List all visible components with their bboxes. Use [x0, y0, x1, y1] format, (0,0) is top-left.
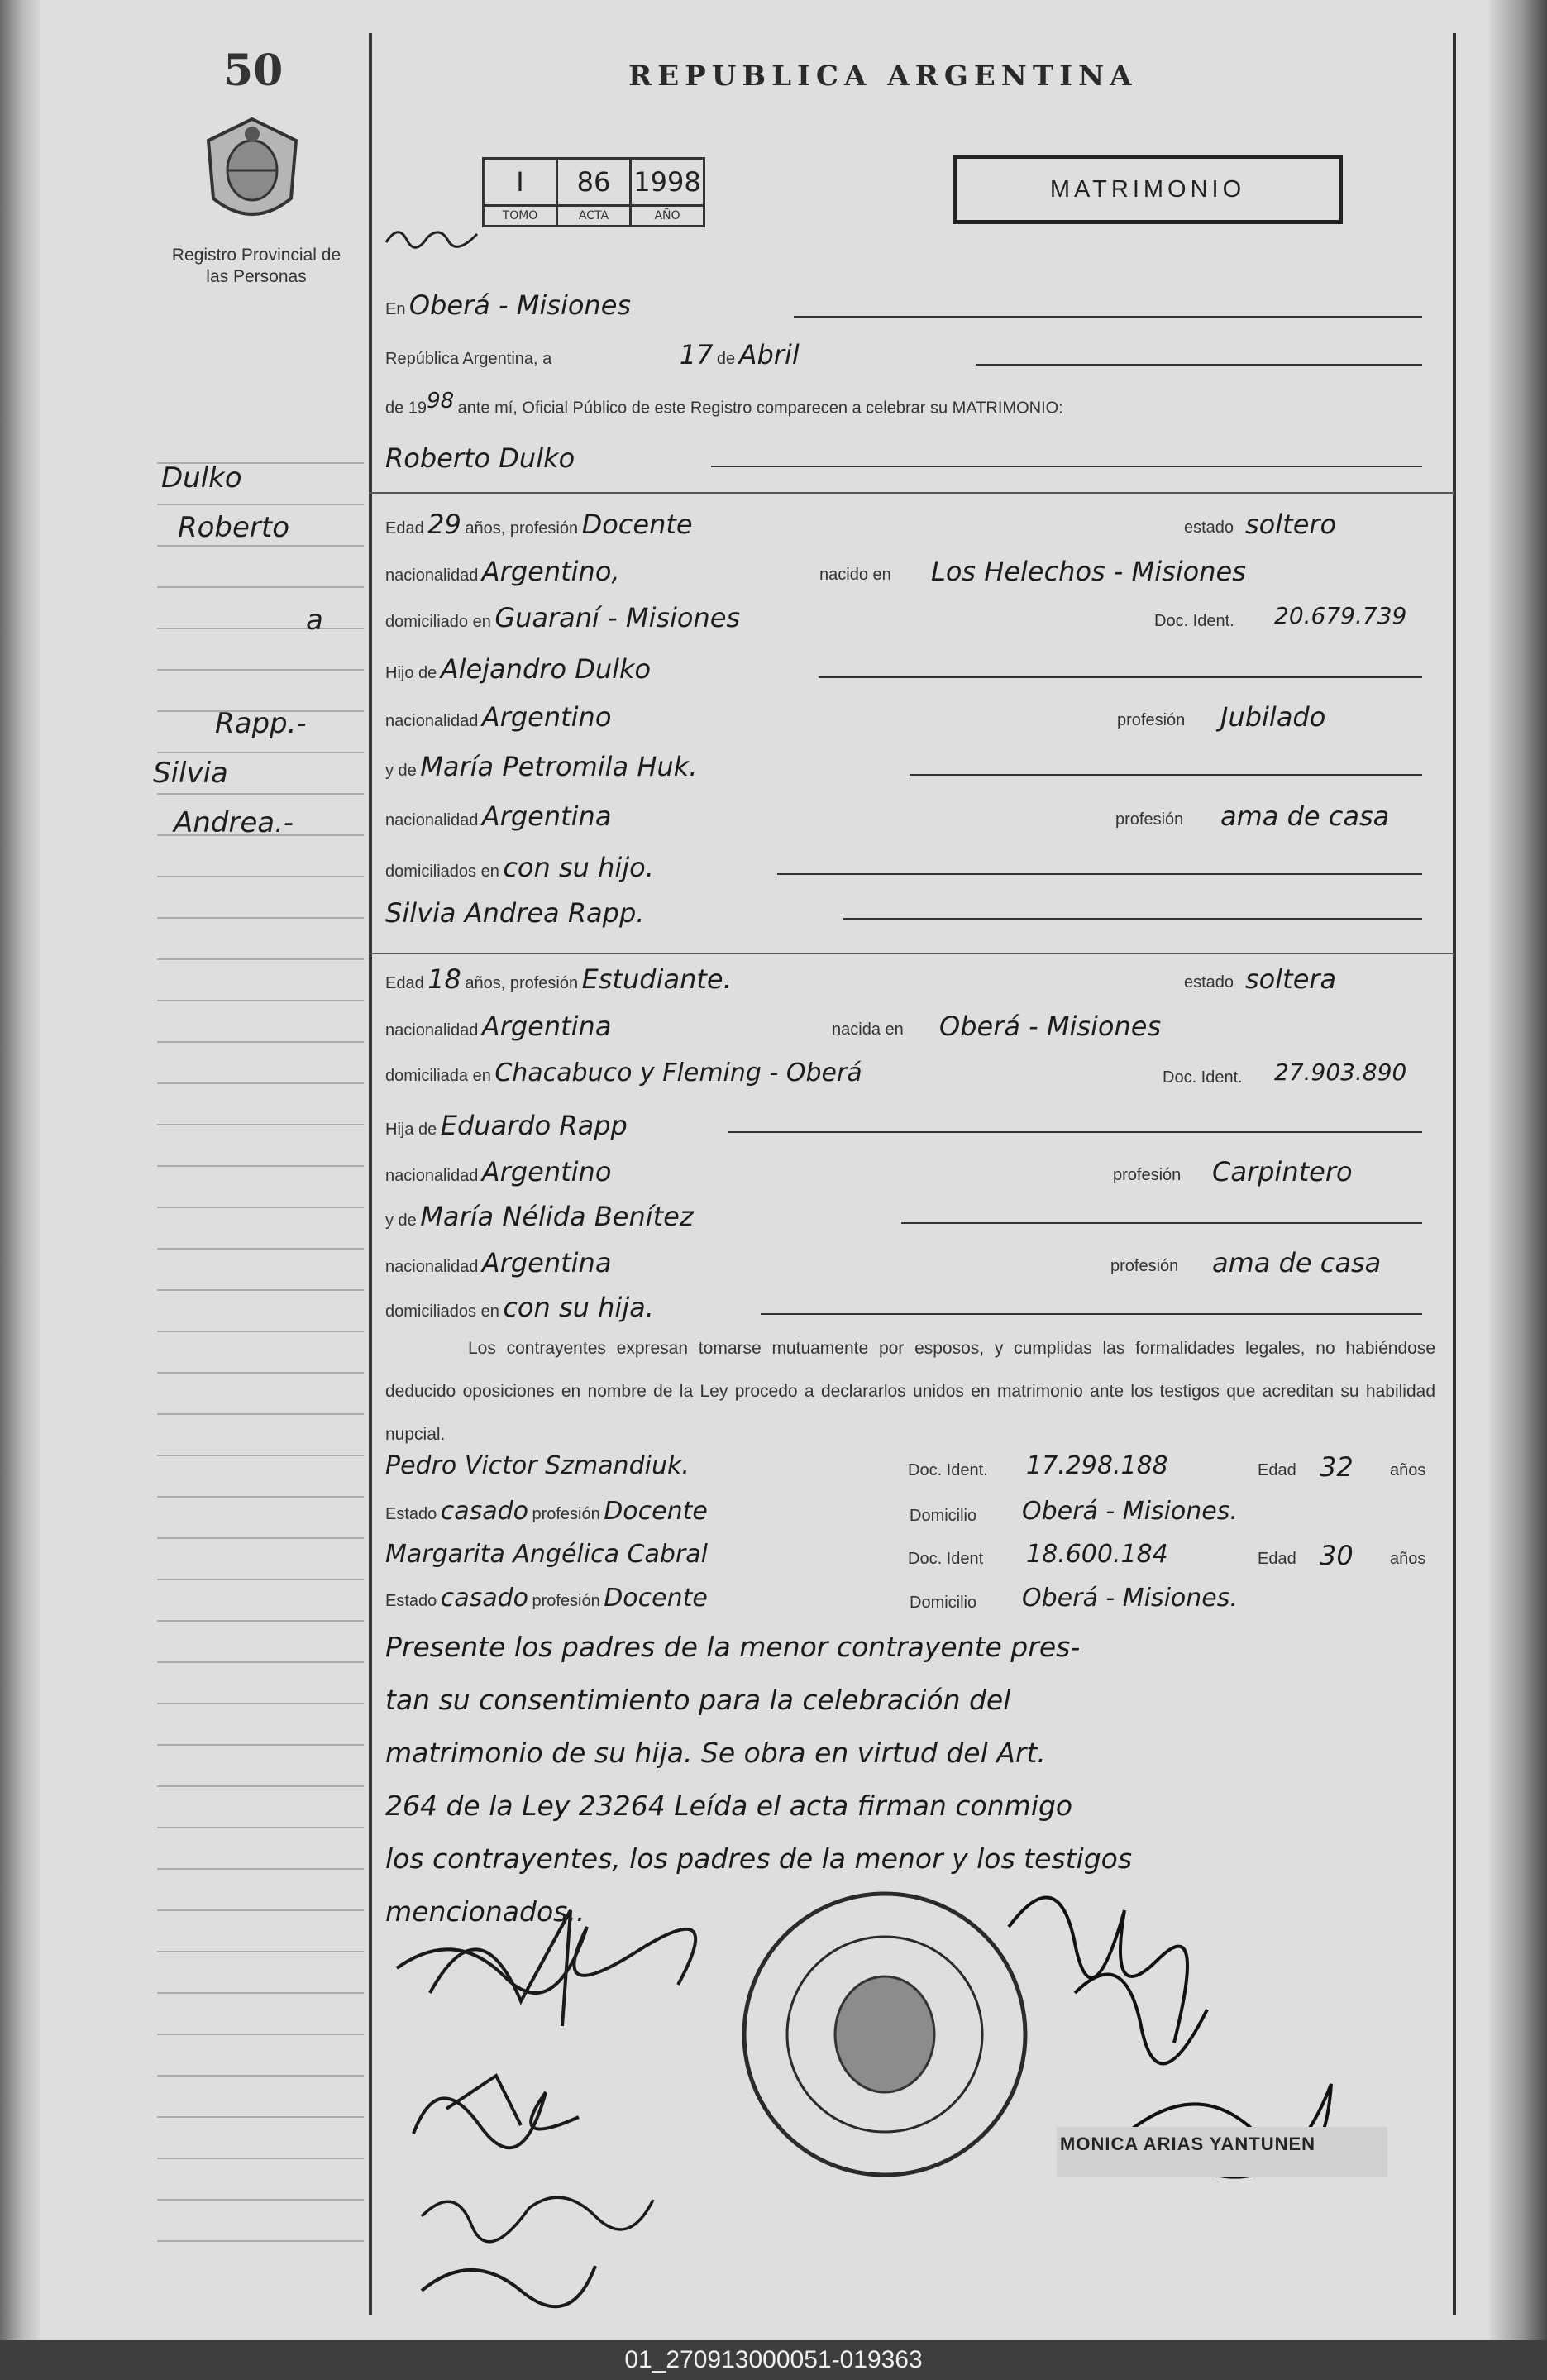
witness1-address: Oberá - Misiones.: [1022, 1497, 1238, 1526]
tomo-value: I: [484, 159, 557, 206]
groom-marital-status: soltero: [1245, 509, 1337, 540]
annotation-line: matrimonio de su hija. Se obra en virtud del Art.: [385, 1737, 1046, 1769]
margin-name-bride: Silvia: [153, 757, 228, 790]
groom-parents-address-row: domiciliados en con su hijo.: [385, 852, 654, 883]
day-value: 17: [679, 339, 714, 370]
groom-mother-profession: ama de casa: [1220, 801, 1390, 832]
bride-address: Chacabuco y Fleming - Oberá: [494, 1059, 862, 1087]
margin-surname-groom: Dulko: [161, 461, 242, 495]
witness1-name-row: Pedro Victor Szmandiuk. Doc. Ident. 17.298.188 Edad 32 años: [385, 1451, 1426, 1483]
groom-mother-nat-row: nacionalidad Argentina profesión ama de casa: [385, 801, 1390, 832]
folio-number: 50: [223, 45, 284, 96]
bride-father-profession: Carpintero: [1212, 1156, 1353, 1188]
registry-initials-signature: [382, 219, 481, 257]
country-title: REPUBLICA ARGENTINA: [628, 60, 1138, 93]
bride-signature: [413, 2076, 579, 2148]
groom-parents-address: con su hijo.: [503, 852, 654, 883]
groom-address-row: domiciliado en Guaraní - Misiones Doc. Ident. 20.679.739: [385, 602, 1407, 633]
bride-mother-nat-row: nacionalidad Argentina profesión ama de casa: [385, 1247, 1382, 1278]
bride-mother-nationality: Argentina: [481, 1247, 612, 1278]
place-value: Oberá - Misiones: [408, 289, 632, 321]
groom-father-nationality: Argentino: [481, 701, 612, 733]
witness1-status: casado: [440, 1497, 529, 1526]
groom-mother: María Petromila Huk.: [420, 751, 698, 782]
place-line: En Oberá - Misiones: [385, 289, 632, 321]
registry-table: [482, 157, 705, 227]
bride-father-nat-row: nacionalidad Argentino profesión Carpintero: [385, 1156, 1353, 1188]
acta-value: 86: [557, 159, 631, 206]
groom-father: Alejandro Dulko: [440, 653, 652, 685]
groom-father-row: Hijo de Alejandro Dulko: [385, 653, 652, 685]
groom-age-row: Edad 29 años, profesión Docente estado soltero: [385, 509, 1337, 540]
groom-father-profession: Jubilado: [1220, 701, 1326, 733]
bride-mother: María Nélida Benítez: [420, 1201, 694, 1232]
groom-nationality: Argentino,: [481, 556, 620, 587]
bride-father-row: Hija de Eduardo Rapp: [385, 1110, 628, 1141]
bride-mother-row: y de María Nélida Benítez: [385, 1201, 694, 1232]
bride-parents-address: con su hija.: [503, 1292, 654, 1323]
bride-mother-profession: ama de casa: [1212, 1247, 1382, 1278]
groom-nationality-row: nacionalidad Argentino, nacido en Los Helechos - Misiones: [385, 556, 1246, 587]
statement-text: ante mí, Oficial Público de este Registro comparecen a celebrar su MATRIMONIO:: [457, 399, 1063, 418]
bride-age: 18: [427, 963, 461, 995]
tomo-label: TOMO: [484, 206, 557, 227]
bride-section-divider: [369, 953, 1454, 954]
annotation-line: Presente los padres de la menor contrayente pres-: [385, 1631, 1081, 1663]
left-column-border: [369, 33, 372, 2315]
parents-signature: [422, 2197, 653, 2242]
bride-profession: Estudiante.: [581, 963, 732, 995]
bride-name-line: [385, 897, 1415, 929]
image-identifier: 01_270913000051-019363: [0, 2340, 1547, 2380]
groom-mother-nationality: Argentina: [481, 801, 612, 832]
witness2-profession: Docente: [604, 1584, 708, 1613]
agency-name: Registro Provincial de las Personas: [171, 246, 341, 286]
annotation-line: mencionados..: [385, 1895, 585, 1928]
groom-mother-row: y de María Petromila Huk.: [385, 751, 698, 782]
bride-father-nationality: Argentino: [481, 1156, 612, 1188]
bride-nationality: Argentina: [481, 1011, 612, 1042]
groom-age: 29: [427, 509, 461, 540]
date-line: República Argentina, a 17 de Abril: [385, 339, 800, 370]
official-name-stamp: MONICA ARIAS YANTUNEN: [1060, 2134, 1316, 2154]
bride-marital-status: soltera: [1245, 963, 1337, 995]
witness2-age: 30: [1320, 1540, 1354, 1571]
witness2-address: Oberá - Misiones.: [1022, 1584, 1238, 1613]
witness1-profession: Docente: [604, 1497, 708, 1526]
groom-section-divider: [369, 492, 1454, 494]
bride-fullname: Silvia Andrea Rapp.: [385, 897, 645, 929]
margin-surname-bride: Rapp.-: [215, 707, 307, 740]
witness-signature: [422, 2266, 595, 2306]
right-column-border: [1453, 33, 1456, 2315]
groom-name-line: [385, 442, 1415, 474]
bride-age-row: Edad 18 años, profesión Estudiante. estado soltera: [385, 963, 1337, 995]
witness2-detail-row: Estado casado profesión Docente Domicilio Oberá - Misiones.: [385, 1584, 1238, 1613]
annotation-line: 264 de la Ley 23264 Leída el acta firman conmigo: [385, 1790, 1073, 1822]
margin-name2-bride: Andrea.-: [174, 806, 294, 839]
witness1-doc: 17.298.188: [1026, 1451, 1168, 1480]
ano-label: AÑO: [631, 206, 704, 227]
witness2-name: Margarita Angélica Cabral: [385, 1540, 708, 1569]
bride-birthplace: Oberá - Misiones: [939, 1011, 1162, 1042]
margin-name-groom: Roberto: [178, 511, 290, 544]
witness1-detail-row: Estado casado profesión Docente Domicilio Oberá - Misiones.: [385, 1497, 1238, 1526]
declaration-text: Los contrayentes expresan tomarse mutuamente por esposos, y cumplidas las formalidades legales, no habiéndose deducido oposiciones en nombre de la Ley procedo a declararlos unidos en matrimonio ante los testigos que acreditan su habilidad nupcial.: [385, 1339, 1435, 1444]
signatures-area: [380, 1877, 1422, 2324]
acta-label: ACTA: [557, 206, 631, 227]
ano-value: 1998: [631, 159, 704, 206]
binding-edge: [1489, 0, 1547, 2340]
bride-parents-address-row: domiciliados en con su hija.: [385, 1292, 654, 1323]
witness1-age: 32: [1320, 1451, 1354, 1483]
bride-nationality-row: nacionalidad Argentina nacida en Oberá - Misiones: [385, 1011, 1162, 1042]
annotation-line: tan su consentimiento para la celebración del: [385, 1684, 1011, 1716]
bride-father: Eduardo Rapp: [440, 1110, 628, 1141]
witness2-name-row: Margarita Angélica Cabral Doc. Ident 18.600.184 Edad 30 años: [385, 1540, 1426, 1571]
groom-doc-number: 20.679.739: [1274, 602, 1407, 629]
bride-doc-number: 27.903.890: [1274, 1059, 1407, 1086]
witness1-name: Pedro Victor Szmandiuk.: [385, 1451, 690, 1480]
bride-address-row: domiciliada en Chacabuco y Fleming - Oberá Doc. Ident. 27.903.890: [385, 1059, 1407, 1087]
record-type-box: MATRIMONIO: [953, 155, 1343, 224]
annotation-line: los contrayentes, los padres de la menor y los testigos: [385, 1842, 1133, 1875]
official-seal-stamp: [744, 1894, 1025, 2175]
year-line: de 1998 ante mí, Oficial Público de este Registro comparecen a celebrar su MATRIMONIO:: [385, 389, 1063, 418]
groom-fullname: Roberto Dulko: [385, 442, 575, 474]
month-value: Abril: [738, 339, 800, 370]
groom-profession: Docente: [581, 509, 693, 540]
coat-of-arms-icon: [198, 116, 306, 232]
groom-birthplace: Los Helechos - Misiones: [931, 556, 1246, 587]
groom-father-nat-row: nacionalidad Argentino profesión Jubilado: [385, 701, 1326, 733]
groom-address: Guaraní - Misiones: [494, 602, 741, 633]
year-value: 98: [427, 389, 455, 413]
margin-conjunction: a: [306, 604, 323, 637]
witness2-doc: 18.600.184: [1026, 1540, 1168, 1569]
witness2-status: casado: [440, 1584, 529, 1613]
groom-signature: [397, 1910, 695, 2026]
